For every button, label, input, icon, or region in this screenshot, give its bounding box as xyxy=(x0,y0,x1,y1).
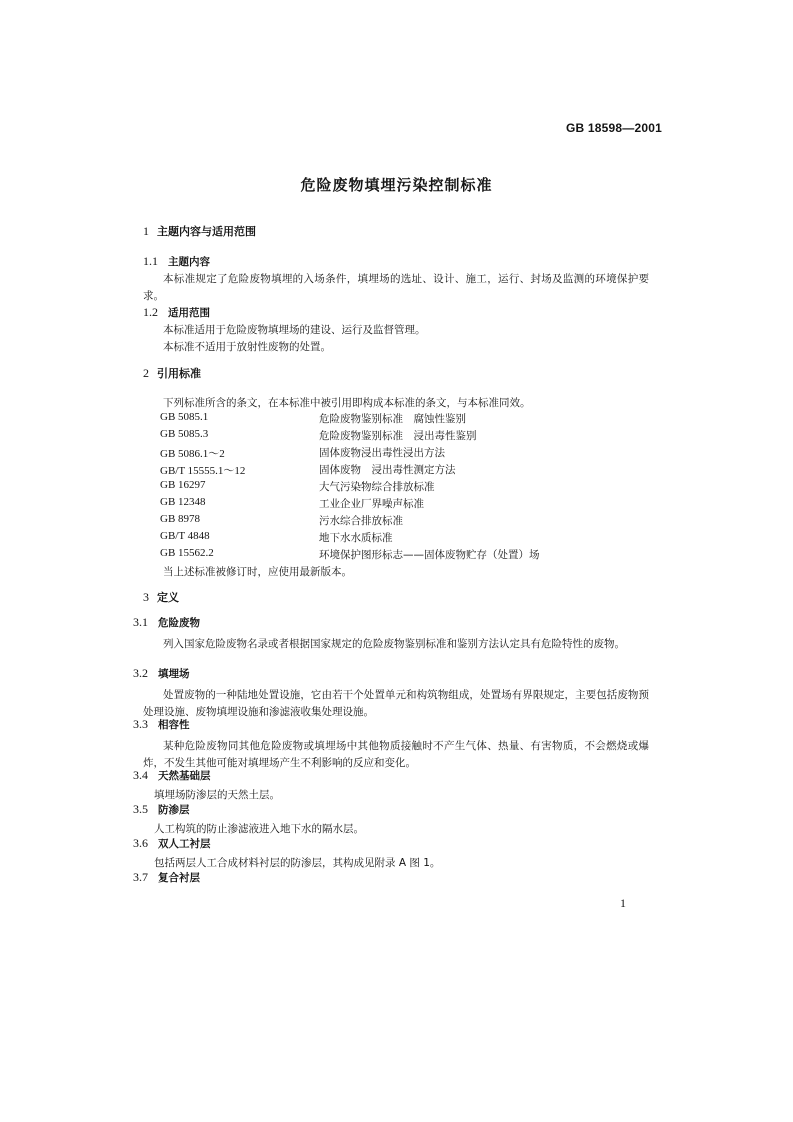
reference-name: 固体废物浸出毒性浸出方法 xyxy=(319,447,445,459)
paragraph: 人工构筑的防止渗滤液进入地下水的隔水层。 xyxy=(154,823,364,835)
paragraph: 某种危险废物同其他危险废物或填埋场中其他物质接触时不产生气体、热量、有害物质，不会燃烧或爆炸，不发生其他可能对填埋场产生不利影响的反应和变化。 xyxy=(143,740,649,769)
subsection-title: 填埋场 xyxy=(158,668,190,680)
section-heading xyxy=(143,223,256,239)
subsection-number: 3.3 xyxy=(133,717,148,731)
reference-name: 固体废物 浸出毒性测定方法 xyxy=(319,464,456,476)
document-title: 危险废物填埋污染控制标准 xyxy=(300,176,493,194)
paragraph: 本标准适用于危险废物填埋场的建设、运行及监督管理。 xyxy=(163,324,426,336)
subsection-title: 天然基础层 xyxy=(158,770,211,782)
subsection-title: 相容性 xyxy=(158,719,190,731)
reference-name: 污水综合排放标准 xyxy=(319,515,403,527)
section-title: 主题内容与适用范围 xyxy=(157,225,256,238)
section-number: 3 xyxy=(143,590,149,604)
subsection-number: 1.1 xyxy=(143,254,158,268)
subsection-number: 3.4 xyxy=(133,768,148,782)
subsection-number: 3.2 xyxy=(133,666,148,680)
reference-code: GB 8978 xyxy=(160,513,201,525)
subsection-title: 主题内容 xyxy=(168,256,210,268)
reference-name: 地下水水质标准 xyxy=(319,532,393,544)
subsection-number: 1.2 xyxy=(143,305,158,319)
section-title: 引用标准 xyxy=(157,367,201,380)
reference-name: 大气污染物综合排放标准 xyxy=(319,481,435,493)
reference-name: 环境保护图形标志——固体废物贮存（处置）场 xyxy=(319,549,540,561)
section-heading xyxy=(143,589,179,605)
subsection-heading xyxy=(133,836,211,851)
subsection-number: 3.5 xyxy=(133,802,148,816)
section-title: 定义 xyxy=(157,591,179,604)
subsection-heading xyxy=(133,666,190,681)
subsection-number: 3.1 xyxy=(133,615,148,629)
paragraph: 下列标准所含的条文，在本标准中被引用即构成本标准的条文，与本标准同效。 xyxy=(163,397,531,409)
page-number: 1 xyxy=(620,896,626,910)
subsection-heading xyxy=(143,254,210,269)
paragraph: 本标准规定了危险废物填埋的入场条件，填埋场的选址、设计、施工，运行、封场及监测的环境保护要求。 xyxy=(143,273,649,302)
reference-code: GB/T 4848 xyxy=(160,530,210,542)
subsection-title: 防渗层 xyxy=(158,804,190,816)
subsection-number: 3.6 xyxy=(133,836,148,850)
subsection-heading xyxy=(133,615,200,630)
reference-name: 危险废物鉴别标准 浸出毒性鉴别 xyxy=(319,430,477,442)
subsection-title: 双人工衬层 xyxy=(158,838,211,850)
subsection-title: 复合衬层 xyxy=(158,872,200,884)
subsection-title: 危险废物 xyxy=(158,617,200,629)
paragraph: 列入国家危险废物名录或者根据国家规定的危险废物鉴别标准和鉴别方法认定具有危险特性的废物。 xyxy=(163,638,625,650)
reference-code: GB 12348 xyxy=(160,496,206,508)
paragraph: 处置废物的一种陆地处置设施，它由若干个处置单元和构筑物组成，处置场有界限规定，主要包括废物预处理设施、废物填埋设施和渗滤液收集处理设施。 xyxy=(143,689,649,718)
subsection-number: 3.7 xyxy=(133,870,148,884)
reference-code: GB 16297 xyxy=(160,479,206,491)
paragraph: 填埋场防渗层的天然土层。 xyxy=(154,789,280,801)
reference-name: 危险废物鉴别标准 腐蚀性鉴别 xyxy=(319,413,466,425)
reference-code: GB 5085.1 xyxy=(160,411,209,423)
reference-code: GB 5086.1～2 xyxy=(160,448,225,460)
subsection-title: 适用范围 xyxy=(168,307,210,319)
paragraph: 本标准不适用于放射性废物的处置。 xyxy=(163,341,331,353)
paragraph: 当上述标准被修订时，应使用最新版本。 xyxy=(163,566,352,578)
subsection-heading xyxy=(143,305,210,320)
section-number: 1 xyxy=(143,224,149,238)
paragraph: 包括两层人工合成材料衬层的防渗层，其构成见附录 A 图 1。 xyxy=(154,857,441,869)
subsection-heading xyxy=(133,768,211,783)
section-number: 2 xyxy=(143,366,149,380)
reference-code: GB 5085.3 xyxy=(160,428,209,440)
subsection-heading xyxy=(133,717,190,732)
reference-code: GB 15562.2 xyxy=(160,547,214,559)
subsection-heading xyxy=(133,802,190,817)
subsection-heading xyxy=(133,870,200,885)
reference-name: 工业企业厂界噪声标准 xyxy=(319,498,424,510)
standard-code: GB 18598—2001 xyxy=(566,121,662,135)
reference-code: GB/T 15555.1～12 xyxy=(160,465,246,477)
section-heading xyxy=(143,365,201,381)
